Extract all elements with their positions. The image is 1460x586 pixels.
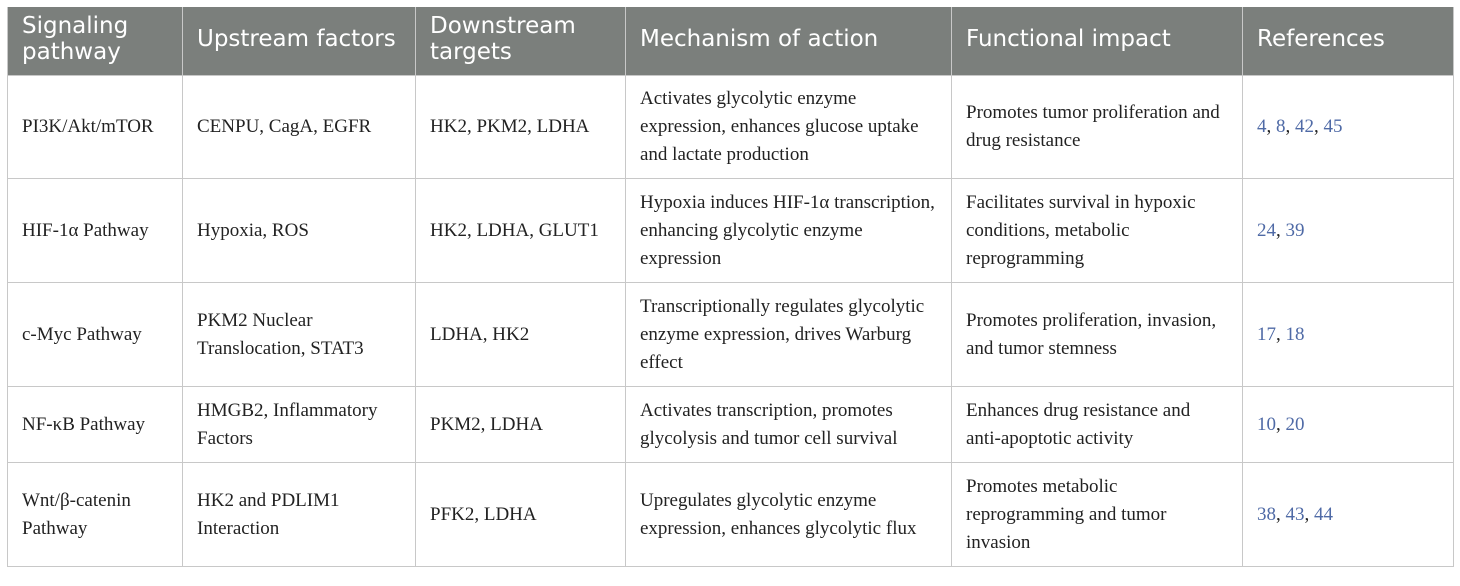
cell-impact: Promotes tumor proliferation and drug resistance — [952, 76, 1243, 179]
cell-upstream: HK2 and PDLIM1 Interaction — [183, 463, 416, 567]
header-functional-impact: Functional impact — [952, 7, 1243, 76]
cell-references: 38, 43, 44 — [1243, 463, 1454, 567]
reference-link[interactable]: 20 — [1285, 413, 1305, 435]
table-row — [8, 283, 1454, 387]
table-row — [8, 463, 1454, 567]
reference-link[interactable]: 38 — [1257, 503, 1276, 525]
reference-link[interactable]: 39 — [1285, 219, 1305, 241]
cell-pathway: NF-κB Pathway — [8, 387, 183, 463]
reference-link[interactable]: 43 — [1285, 503, 1305, 525]
table-header-row — [8, 7, 1454, 76]
cell-downstream: PFK2, LDHA — [416, 463, 626, 567]
table-container — [7, 7, 1453, 567]
cell-impact: Enhances drug resistance and anti-apoptotic activity — [952, 387, 1243, 463]
reference-link[interactable]: 8 — [1276, 116, 1286, 137]
cell-impact: Promotes metabolic reprogramming and tumor invasion — [952, 463, 1243, 567]
cell-pathway: PI3K/Akt/mTOR — [8, 76, 183, 179]
table-row — [8, 179, 1454, 283]
reference-link[interactable]: 18 — [1285, 323, 1305, 345]
reference-link[interactable]: 45 — [1323, 116, 1343, 137]
cell-downstream: HK2, PKM2, LDHA — [416, 76, 626, 179]
cell-downstream: HK2, LDHA, GLUT1 — [416, 179, 626, 283]
cell-references: 4, 8, 42, 45 — [1243, 76, 1454, 179]
cell-impact: Facilitates survival in hypoxic conditions, metabolic reprogramming — [952, 179, 1243, 283]
cell-impact: Promotes proliferation, invasion, and tumor stemness — [952, 283, 1243, 387]
header-references: References — [1243, 7, 1454, 76]
header-upstream-factors: Upstream factors — [183, 7, 416, 76]
cell-mechanism: Activates glycolytic enzyme expression, enhances glucose uptake and lactate production — [626, 76, 952, 179]
header-signaling-pathway: Signaling pathway — [8, 7, 183, 76]
cell-upstream: Hypoxia, ROS — [183, 179, 416, 283]
cell-upstream: CENPU, CagA, EGFR — [183, 76, 416, 179]
reference-link[interactable]: 44 — [1314, 503, 1333, 525]
header-mechanism-of-action: Mechanism of action — [626, 7, 952, 76]
cell-pathway: Wnt/β-catenin Pathway — [8, 463, 183, 567]
cell-references: 17, 18 — [1243, 283, 1454, 387]
cell-mechanism: Upregulates glycolytic enzyme expression, enhances glycolytic flux — [626, 463, 952, 567]
reference-link[interactable]: 4 — [1257, 116, 1267, 137]
cell-pathway: c-Myc Pathway — [8, 283, 183, 387]
reference-link[interactable]: 24 — [1257, 219, 1276, 241]
cell-pathway: HIF-1α Pathway — [8, 179, 183, 283]
cell-downstream: LDHA, HK2 — [416, 283, 626, 387]
header-downstream-targets: Downstream targets — [416, 7, 626, 76]
cell-references: 24, 39 — [1243, 179, 1454, 283]
reference-link[interactable]: 42 — [1295, 116, 1314, 137]
signaling-pathways-table — [7, 7, 1454, 567]
table-row — [8, 387, 1454, 463]
table-row — [8, 76, 1454, 179]
cell-mechanism: Hypoxia induces HIF-1α transcription, enhancing glycolytic enzyme expression — [626, 179, 952, 283]
reference-link[interactable]: 17 — [1257, 323, 1276, 345]
reference-link[interactable]: 10 — [1257, 413, 1276, 435]
cell-upstream: PKM2 Nuclear Translocation, STAT3 — [183, 283, 416, 387]
cell-downstream: PKM2, LDHA — [416, 387, 626, 463]
cell-upstream: HMGB2, Inflammatory Factors — [183, 387, 416, 463]
cell-references: 10, 20 — [1243, 387, 1454, 463]
cell-mechanism: Activates transcription, promotes glycolysis and tumor cell survival — [626, 387, 952, 463]
cell-mechanism: Transcriptionally regulates glycolytic enzyme expression, drives Warburg effect — [626, 283, 952, 387]
